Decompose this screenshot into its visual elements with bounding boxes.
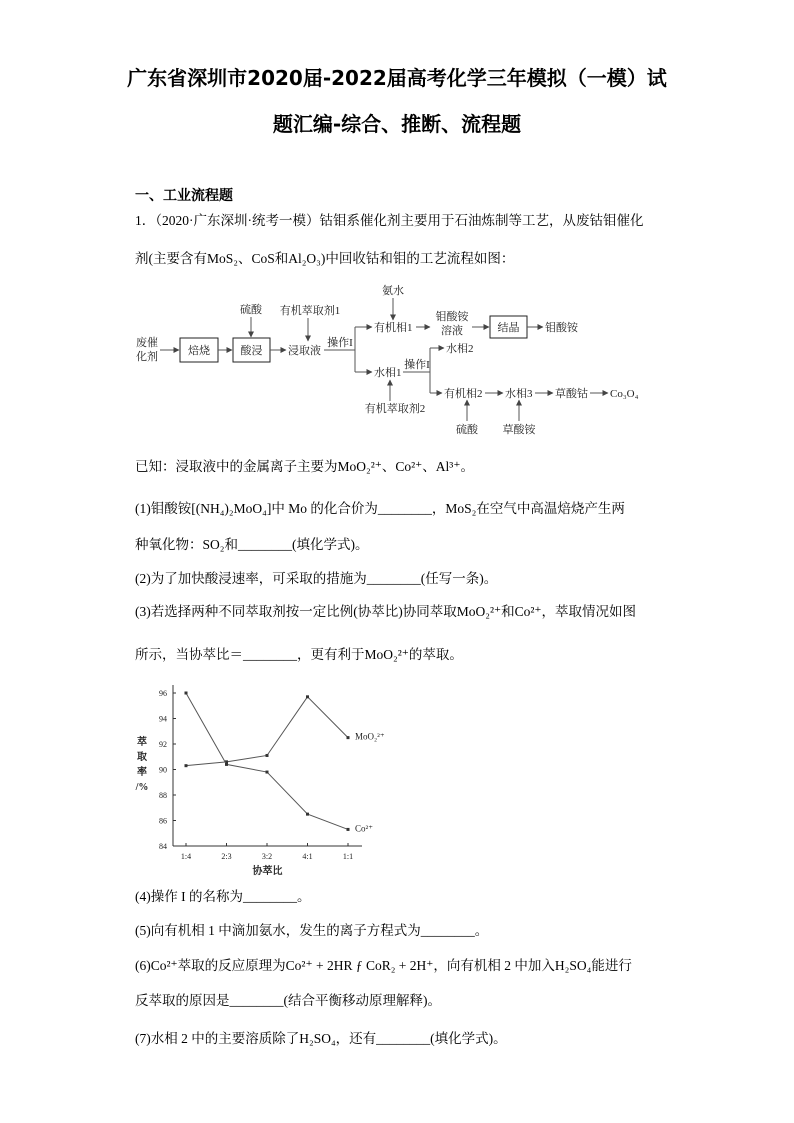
extractant-2-label: 有机萃取剂2 [364, 403, 426, 415]
aqueous-phase-1-label: 水相1 [374, 367, 402, 379]
molybdate-solution-label-line-1: 钼酸铵 [435, 311, 469, 323]
data-point [225, 763, 228, 766]
ammonium-oxalate-label: 草酸铵 [502, 424, 536, 436]
part-5-line-1: (5)向有机相 1 中滴加氨水，发生的离子方程式为________。 [135, 923, 489, 938]
cobalt-oxalate-label: 草酸钴 [555, 388, 588, 400]
document-title-line-2: 题汇编-综合、推断、流程题 [272, 112, 522, 136]
sulfuric-acid-label-1: 硫酸 [240, 304, 262, 316]
data-point [306, 695, 309, 698]
extractant-1-label: 有机萃取剂1 [279, 305, 341, 317]
question-1-stem-line-2: 剂(主要含有MoS₂、CoS和Al₂O₃)中回收钴和钼的工艺流程如图： [135, 251, 515, 266]
data-point [266, 754, 269, 757]
cobalt-oxide-product-label: Co₃O₄ [610, 388, 639, 400]
y-tick-label: 96 [159, 689, 167, 698]
y-tick-label: 90 [159, 765, 167, 775]
data-point [266, 771, 269, 774]
leachate-label: 浸取液 [288, 345, 321, 357]
y-axis-title-char: 率 [137, 767, 147, 778]
x-tick-label: 1:1 [342, 852, 354, 861]
process-flow-diagram [130, 280, 660, 445]
y-tick-label: 94 [159, 714, 167, 724]
part-2-line-1: (2)为了加快酸浸速率，可采取的措施为________(任写一条)。 [135, 571, 498, 586]
part-3-line-2: 所示，当协萃比＝________，更有利于MoO₂²⁺的萃取。 [135, 647, 463, 662]
y-tick-label: 86 [159, 816, 167, 826]
feed-label-line-1: 废催 [136, 337, 158, 349]
part-6-line-1: (6)Co²⁺萃取的反应原理为Co²⁺ + 2HR ƒ CoR₂ + 2H⁺，向有机相 2 中加入H₂SO₄能进行 [135, 958, 632, 973]
data-point [185, 764, 188, 767]
data-point [347, 736, 350, 739]
molybdate-solution-label-line-2: 溶液 [441, 325, 463, 337]
document-title-line-1: 广东省深圳市2020届-2022届高考化学三年模拟（一模）试 [127, 66, 667, 90]
y-tick-label: 88 [159, 791, 167, 800]
operation-2-label: 操作I [404, 359, 430, 371]
data-point [185, 692, 188, 695]
part-1-line-1: (1)钼酸铵[(NH₄)₂MoO₄]中 Mo 的化合价为________，MoS₂在空气中高温焙烧产生两 [135, 501, 625, 516]
x-tick-label: 3:2 [261, 852, 273, 861]
x-tick-label: 1:4 [180, 852, 192, 861]
data-point [347, 828, 350, 831]
ammonium-molybdate-label: 钼酸铵 [545, 322, 578, 334]
part-3-line-1: (3)若选择两种不同萃取剂按一定比例(协萃比)协同萃取MoO₂²⁺和Co²⁺，萃取情况如图 [135, 604, 637, 619]
series-label: Co²⁺ [355, 823, 373, 834]
organic-phase-2-label: 有机相2 [444, 388, 483, 400]
part-6-line-2: 反萃取的原因是________(结合平衡移动原理解释)。 [135, 993, 441, 1008]
y-axis-title-char: 取 [137, 752, 147, 763]
y-axis-title-char: /% [135, 782, 149, 793]
data-point [306, 813, 309, 816]
section-heading: 一、工业流程题 [135, 188, 233, 204]
part-1-line-2: 种氧化物：SO₂和________(填化学式)。 [135, 537, 369, 552]
extraction-rate-line-chart [130, 680, 400, 880]
acid-leach-label: 酸浸 [240, 345, 263, 357]
part-4-line-1: (4)操作 I 的名称为________。 [135, 889, 311, 904]
roasting-label: 焙烧 [188, 345, 210, 357]
operation-1-label: 操作I [327, 337, 353, 349]
sulfuric-acid-label-2: 硫酸 [456, 424, 478, 436]
crystallization-label: 结晶 [497, 322, 520, 334]
y-tick-label: 84 [159, 842, 167, 851]
ammonia-label: 氨水 [382, 285, 404, 297]
organic-phase-1-label: 有机相1 [374, 322, 413, 334]
part-7-line-1: (7)水相 2 中的主要溶质除了H₂SO₄，还有________(填化学式)。 [135, 1031, 507, 1046]
aqueous-phase-2-label: 水相2 [446, 343, 474, 355]
x-tick-label: 4:1 [302, 852, 313, 861]
y-tick-label: 92 [159, 740, 167, 749]
x-axis-title: 协萃比 [252, 866, 283, 877]
series-label: MoO₂²⁺ [355, 731, 385, 742]
feed-label-line-2: 化剂 [136, 351, 158, 363]
question-1-stem-line-1: 1．（2020·广东深圳·统考一模）钴钼系催化剂主要用于石油炼制等工艺，从废钴钼催化 [135, 213, 644, 228]
known-info-line: 已知：浸取液中的金属离子主要为MoO₂²⁺、Co²⁺、Al³⁺。 [135, 459, 474, 474]
y-axis-title-char: 萃 [137, 737, 147, 748]
x-tick-label: 2:3 [221, 852, 232, 861]
aqueous-phase-3-label: 水相3 [505, 388, 533, 400]
